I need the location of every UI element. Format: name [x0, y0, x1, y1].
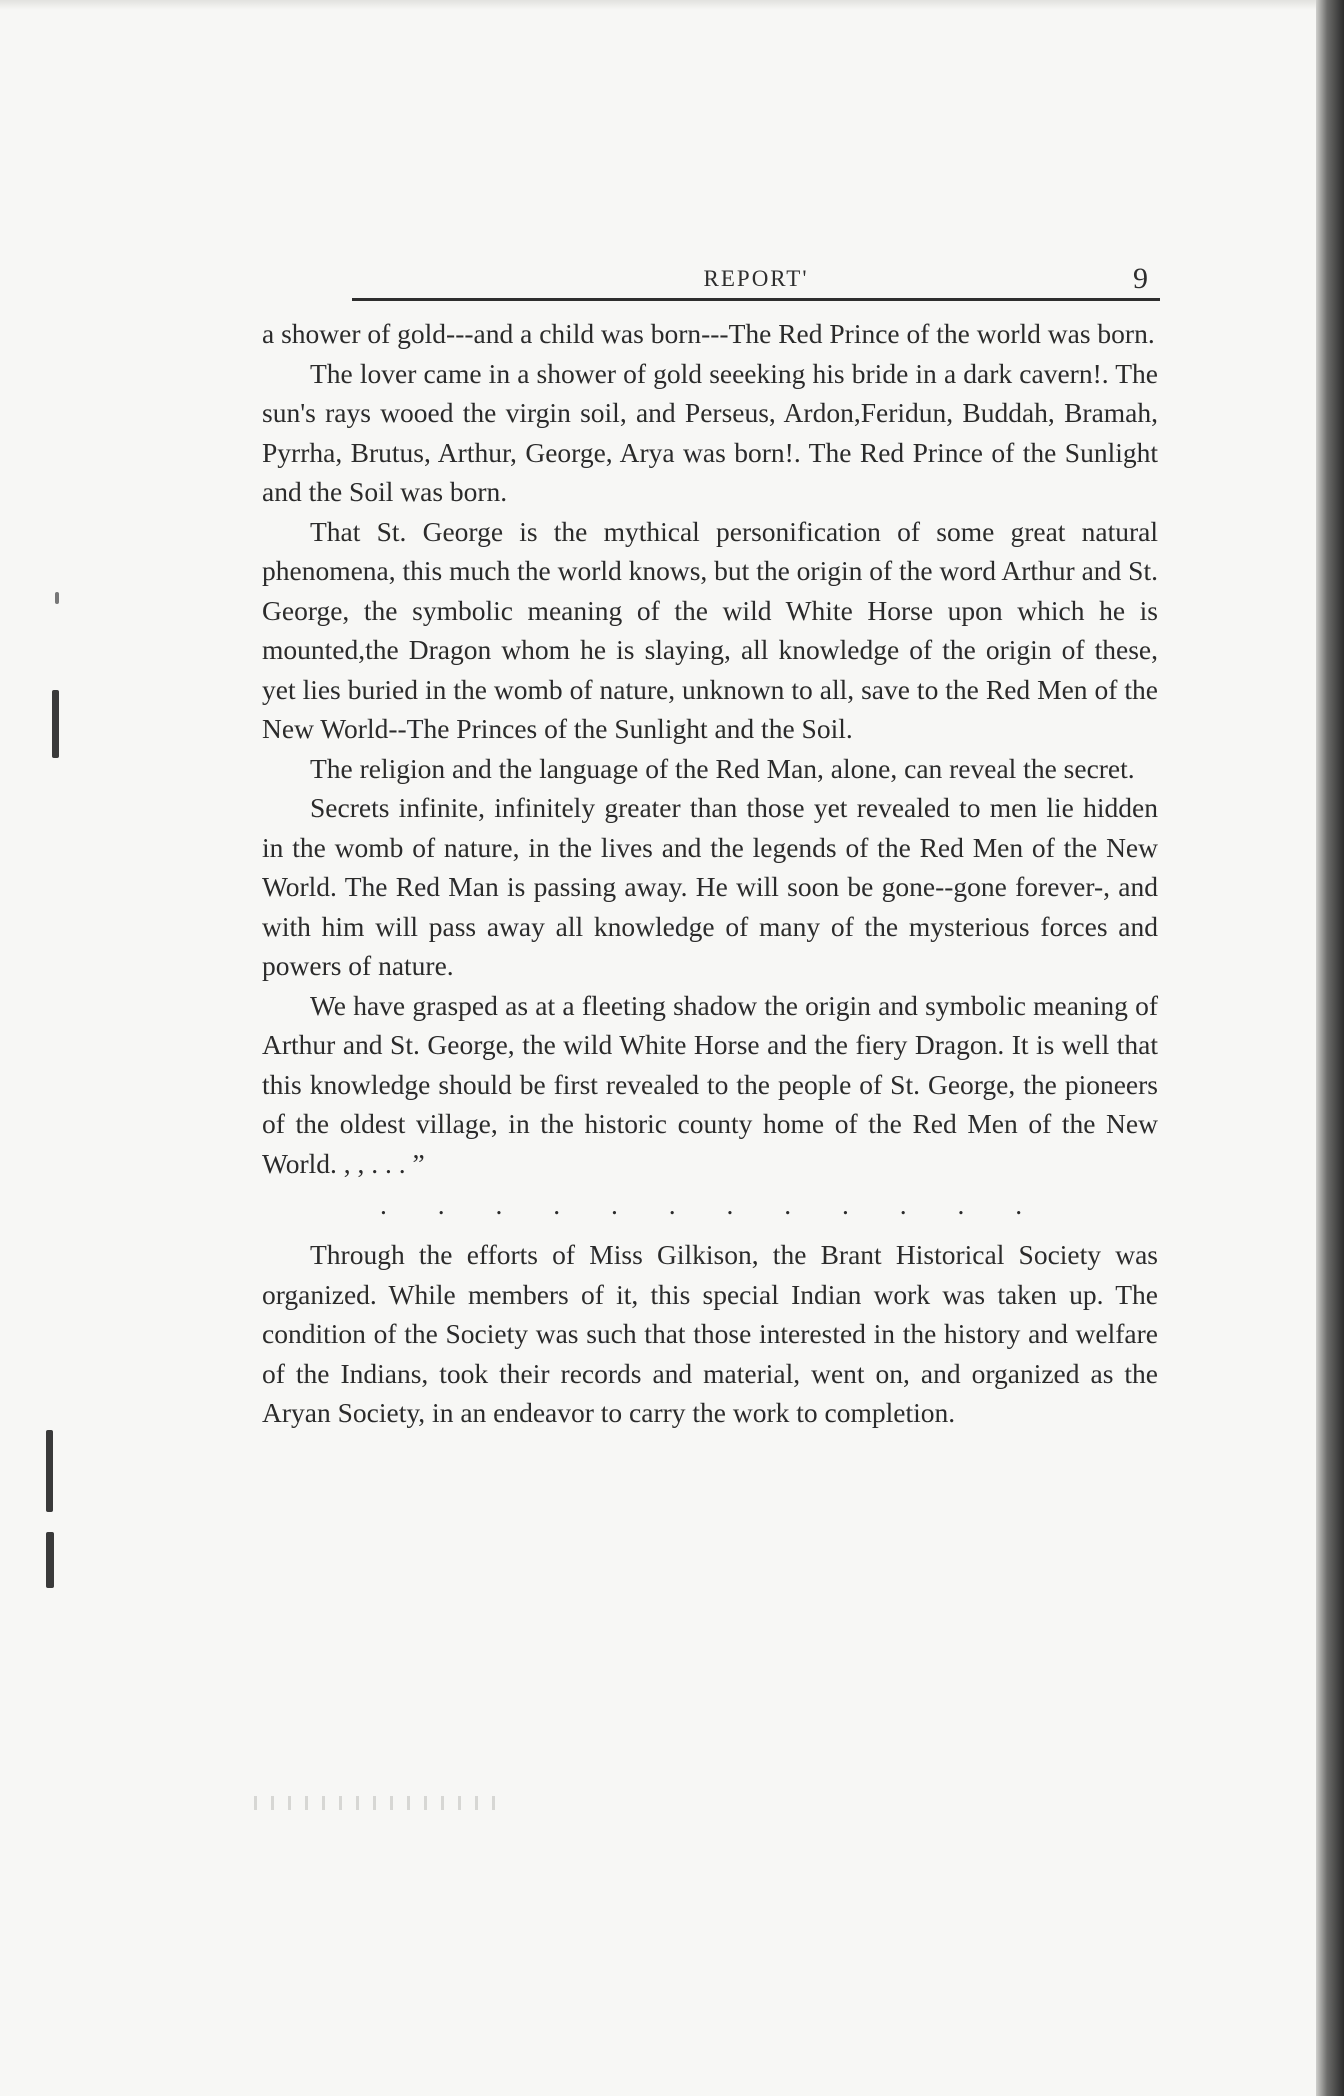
paragraph: Secrets infinite, infinitely greater than those yet revealed to men lie hidden in the womb of nature, in the lives and the legends of the Red Men of the New World. The Red Man is passing away. He will soon be gone--gone forever-, and with him will pass away all knowledge of many of the mysterious forces and powers of nature. — [262, 792, 1158, 981]
closing-paragraph: Through the efforts of Miss Gilkison, the Brant Historical Society was organized. While members of it, this special Indian work was taken up. The condition of the Society was such that those interested in the history and welfare of the Indians, took their records and material, went on, and organized as the Aryan Society, in an endeavor to carry the work to completion. — [262, 1239, 1158, 1428]
section-separator: . . . . . . . . . . . . — [380, 1189, 1025, 1220]
paragraph-continued: a shower of gold---and a child was born---The Red Prince of the world was born. — [262, 318, 1155, 349]
page-header — [352, 252, 1160, 301]
page-body — [262, 314, 1158, 1433]
paragraph: The religion and the language of the Red Man, alone, can reveal the secret. — [310, 752, 1135, 784]
running-head: REPORT' — [703, 266, 809, 291]
scan-smudge — [240, 1796, 500, 1810]
page-top-shadow — [0, 0, 1344, 10]
paragraph: We have grasped as at a fleeting shadow the origin and symbolic meaning of Arthur and St. George, the wild White Horse and the fiery Dragon. It is well that this knowledge should be first revealed to the people of St. George, the pioneers of the oldest village, in the historic county home of the Red Men of the New World. , , . . . ” — [262, 989, 1158, 1179]
margin-mark — [46, 1430, 53, 1512]
page-number: 9 — [1133, 262, 1148, 295]
margin-mark — [55, 592, 59, 604]
paragraph: The lover came in a shower of gold seeeking his bride in a dark cavern!. The sun's rays wooed the virgin soil, and Perseus, Ardon,Feridun, Buddah, Bramah, Pyrrha, Brutus, Arthur, George, Arya was born!. The Red Prince of the Sunlight and the Soil was born. — [262, 357, 1158, 507]
paragraph: That St. George is the mythical personification of some great natural phenomena, this much the world knows, but the origin of the word Arthur and St. George, the symbolic meaning of the wild White Horse upon which he is mounted,the Dragon whom he is slaying, all knowledge of the origin of these, yet lies buried in the womb of nature, unknown to all, save to the Red Men of the New World--The Princes of the Sunlight and the Soil. — [262, 515, 1158, 744]
margin-mark — [52, 690, 59, 758]
margin-mark — [46, 1532, 54, 1588]
page-edge-shadow — [1316, 0, 1344, 2096]
